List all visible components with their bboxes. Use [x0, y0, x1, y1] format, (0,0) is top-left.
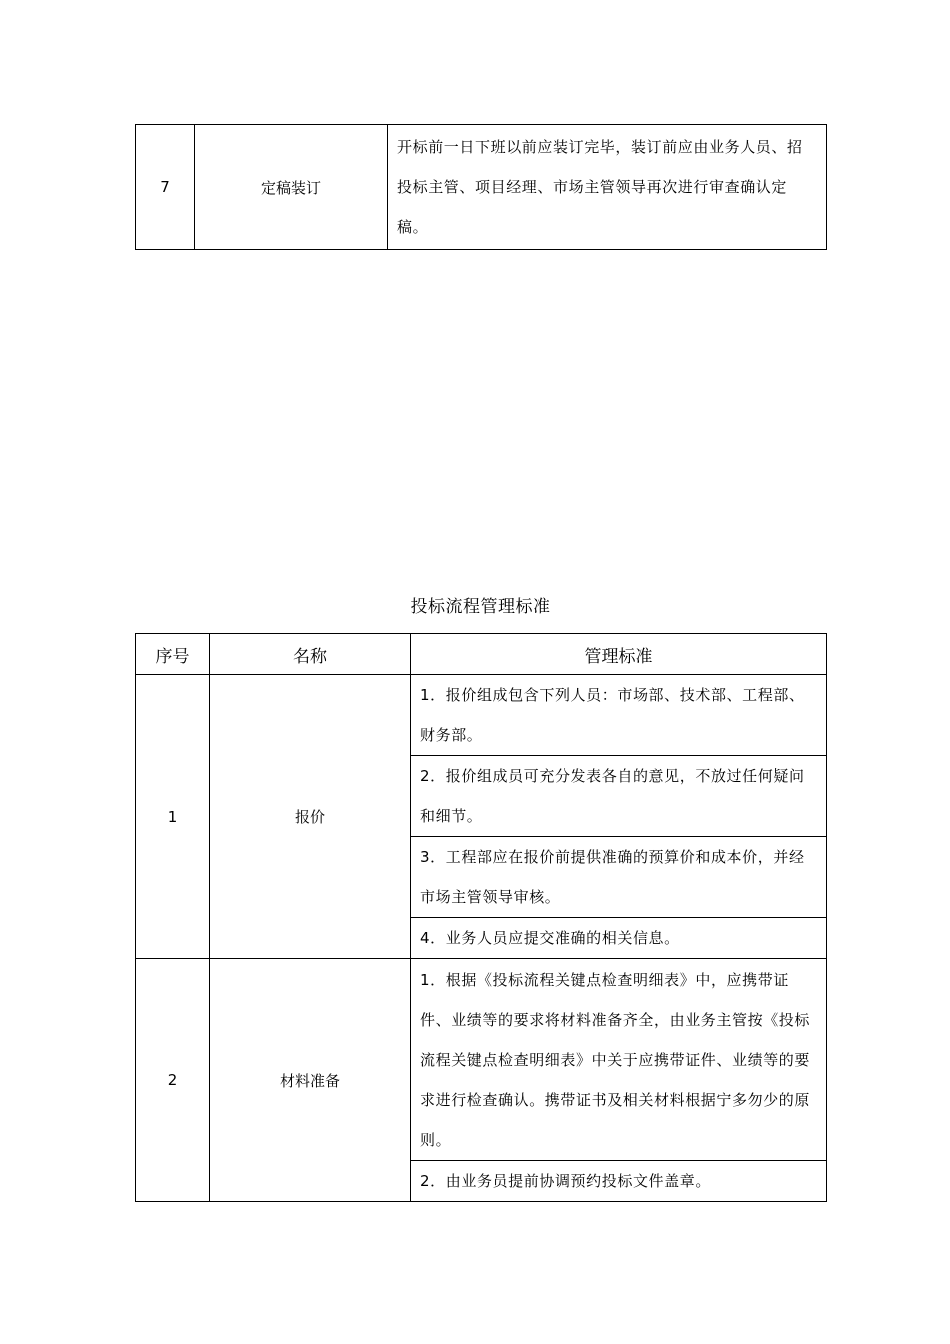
- standard-item: 2．报价组成员可充分发表各自的意见，不放过任何疑问和细节。: [411, 756, 827, 837]
- row-number: 7: [136, 125, 195, 250]
- row-name: 材料准备: [210, 959, 411, 1202]
- management-standard-table: [135, 633, 827, 1202]
- continued-table: [135, 124, 827, 250]
- standard-item: 1．报价组成包含下列人员：市场部、技术部、工程部、财务部。: [411, 675, 827, 756]
- row-name: 报价: [210, 675, 411, 959]
- row-name: 定稿装订: [195, 125, 388, 250]
- header-number: 序号: [136, 634, 210, 675]
- table-row: [136, 959, 827, 1161]
- row-standard: 开标前一日下班以前应装订完毕，装订前应由业务人员、招投标主管、项目经理、市场主管领导再次进行审查确认定稿。: [388, 125, 827, 250]
- row-number: 1: [136, 675, 210, 959]
- standard-item: 4．业务人员应提交准确的相关信息。: [411, 918, 827, 959]
- table-row: [136, 675, 827, 756]
- table-row: [136, 125, 827, 250]
- section-title: 投标流程管理标准: [410, 597, 551, 617]
- standard-item: 3．工程部应在报价前提供准确的预算价和成本价，并经市场主管领导审核。: [411, 837, 827, 918]
- standard-item: 2．由业务员提前协调预约投标文件盖章。: [411, 1161, 827, 1202]
- table-header-row: [136, 634, 827, 675]
- header-standard: 管理标准: [411, 634, 827, 675]
- row-number: 2: [136, 959, 210, 1202]
- standard-item: 1．根据《投标流程关键点检查明细表》中，应携带证件、业绩等的要求将材料准备齐全，由业务主管按《投标流程关键点检查明细表》中关于应携带证件、业绩等的要求进行检查确认。携带证书及相关材料根据宁多勿少的原则。: [411, 959, 827, 1161]
- header-name: 名称: [210, 634, 411, 675]
